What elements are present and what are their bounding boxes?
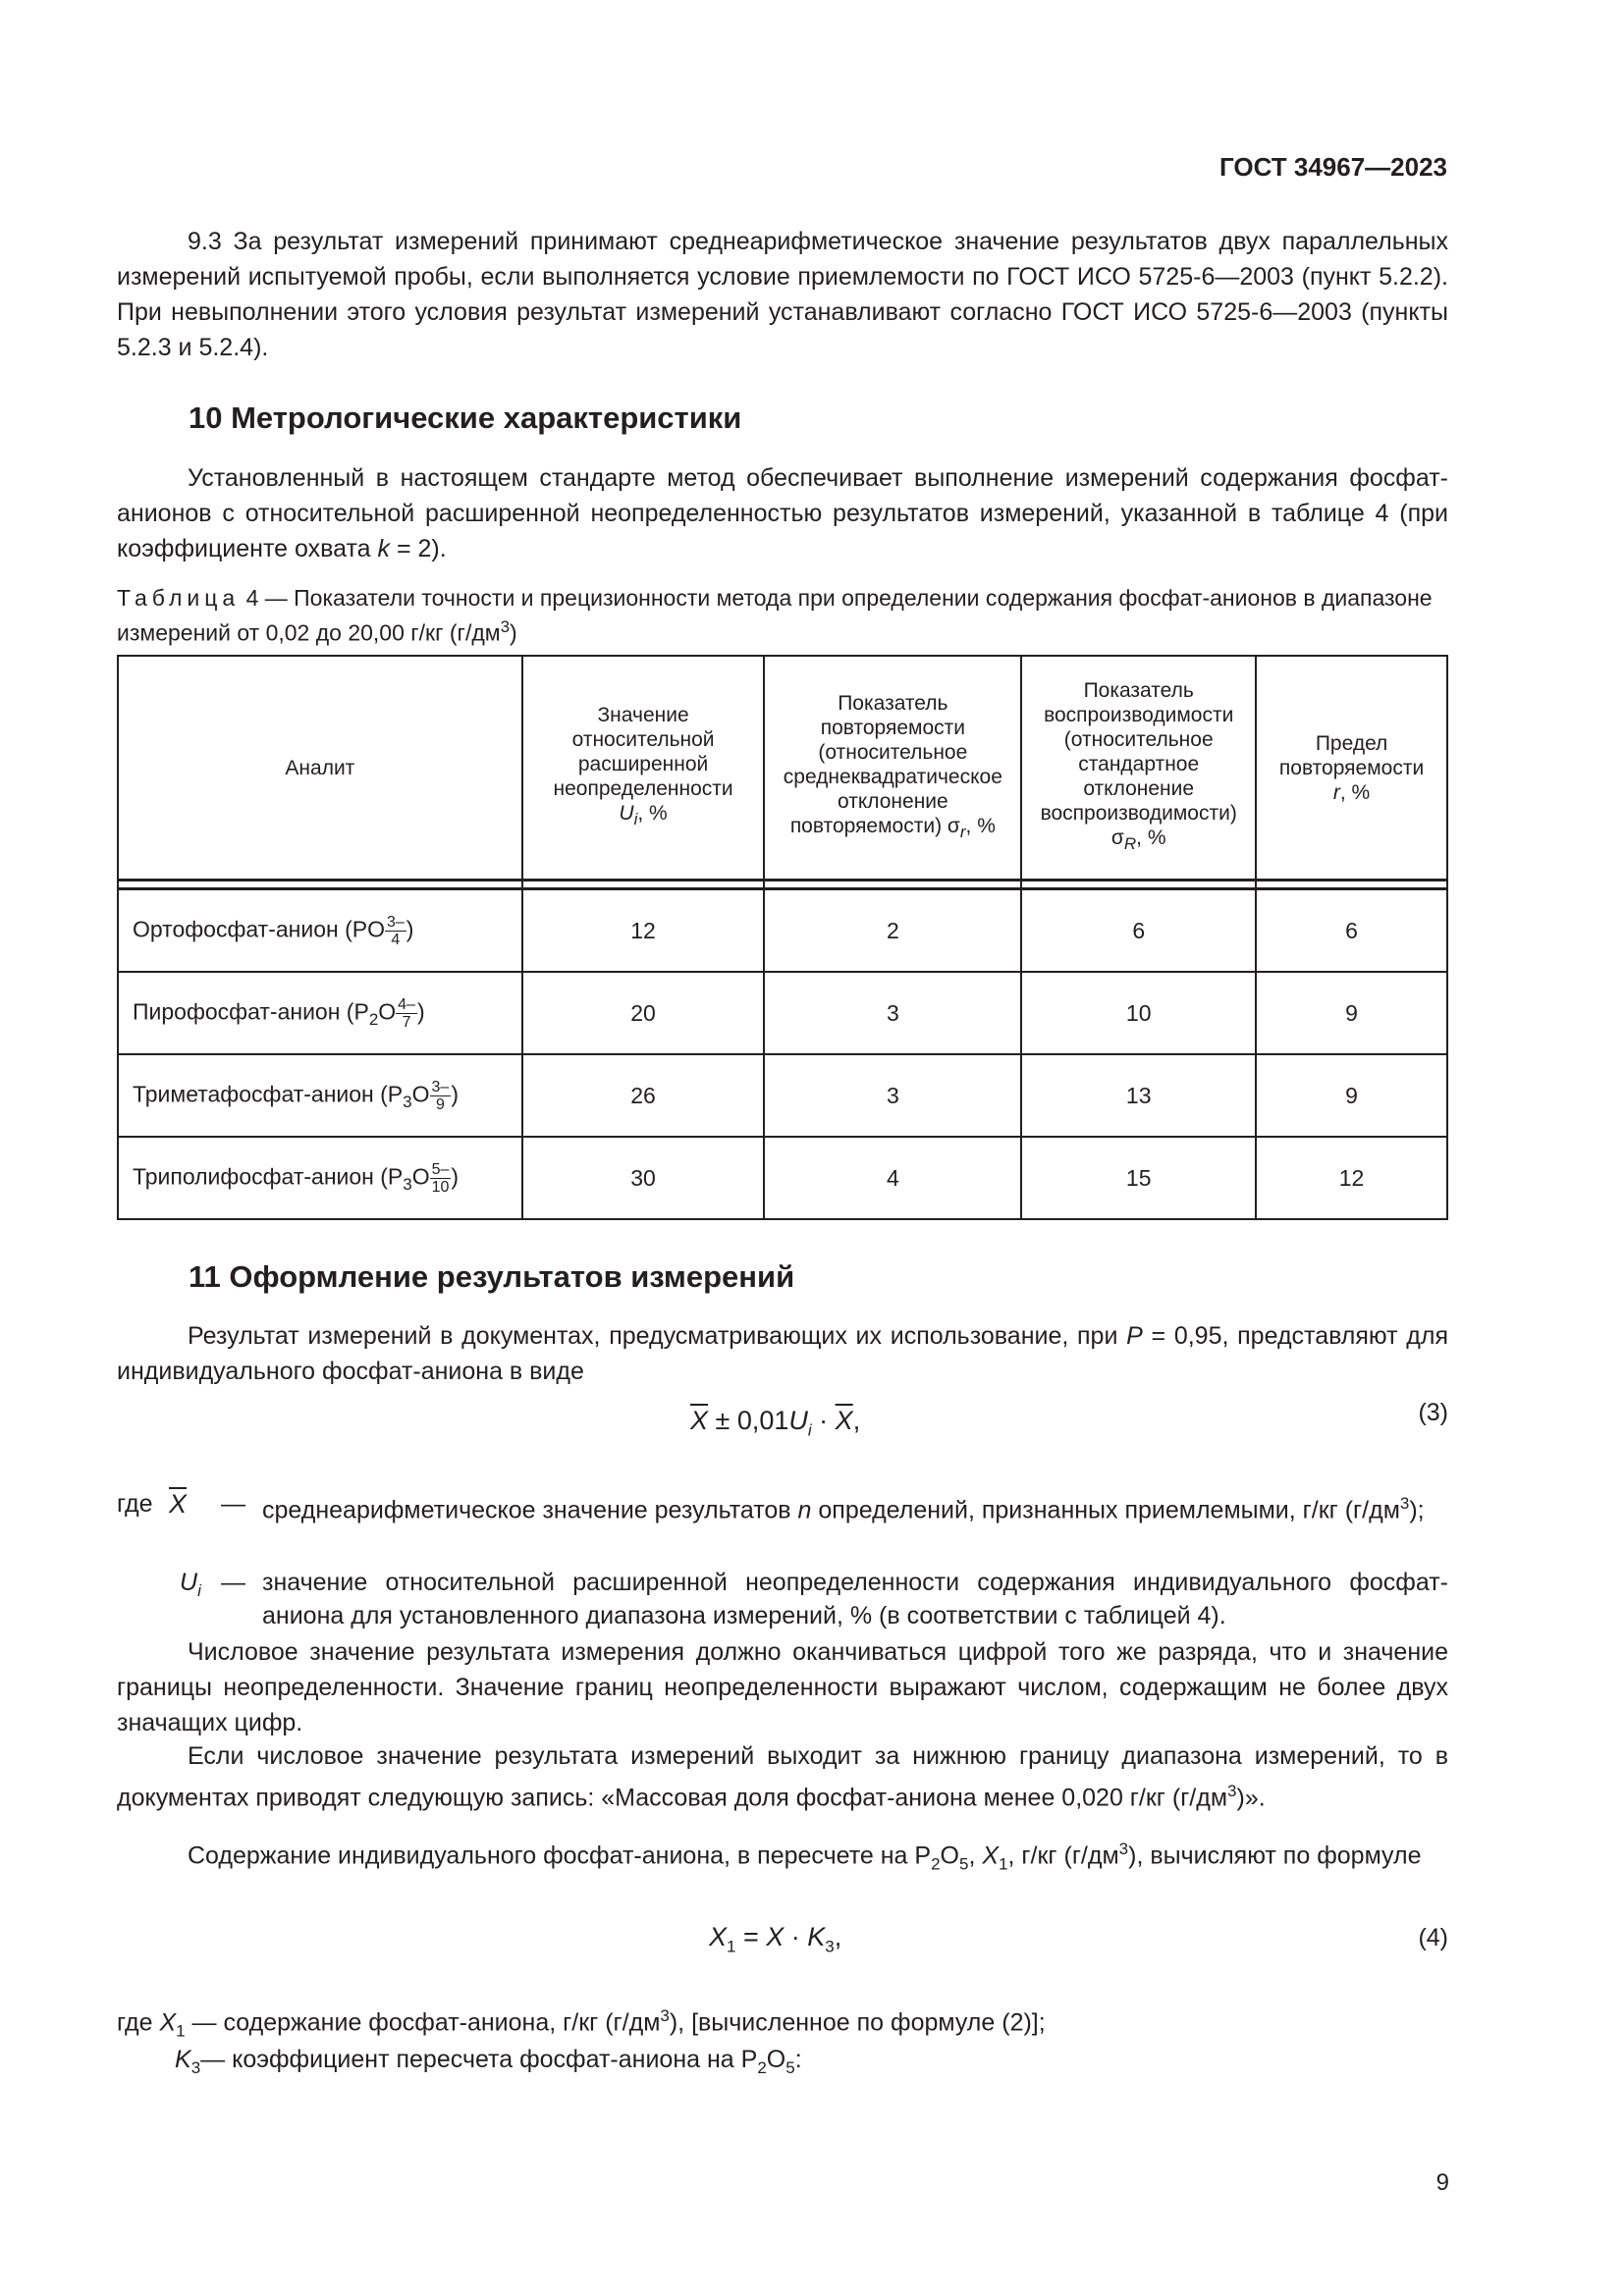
where-symbol-u: $U_i$ xyxy=(180,1569,201,1600)
section-10-paragraph: Установленный в настоящем стандарте метод обеспечивает выполнение измерений содержания фосфат-анионов с относительной расширенной неопределенностью результатов измерений, указанной в таблице 4 (при коэффициенте охвата k = 2). xyxy=(117,464,1448,562)
table-header-row xyxy=(118,656,1447,881)
table-row xyxy=(118,1054,1447,1137)
reproducibility-value: 6 xyxy=(1021,889,1256,973)
where-definition-k3: $K_3—$ коэффициент пересчета фосфат-аниона на $P_2O_5$: xyxy=(175,2046,802,2077)
section-11-title: 11 Оформление результатов измерений xyxy=(189,1259,795,1294)
reproducibility-value: 10 xyxy=(1021,972,1256,1054)
section-11-paragraph-1: Результат измерений в документах, предусматривающих их использование, при P = 0,95, представляют для индивидуального фосфат-аниона в виде xyxy=(117,1322,1449,1385)
repeatability-value: 3 xyxy=(764,1054,1021,1137)
header-repeatability: Показатель повторяемости (относительное среднеквадратическое отклонение повторяемости) $\sigma_r$, % xyxy=(764,656,1021,881)
limit-value: 9 xyxy=(1256,1054,1447,1137)
formula-4-number: (4) xyxy=(1418,1924,1448,1951)
analyte-name: Триметафосфат-анион ($P_3O$ $\frac{3-}{9}$ ) xyxy=(118,1054,522,1137)
uncertainty-value: 26 xyxy=(522,1054,765,1137)
header-analyte: Аналит xyxy=(118,656,522,881)
table-4-caption: Таблица 4 — Показатели точности и прецизионности метода при определении содержания фосфат-анионов в диапазоне измерений от 0,02 до 20,00 г/кг $(г/дм^3)$ xyxy=(117,585,1433,646)
section-11-paragraph-2: Числовое значение результата измерения должно оканчиваться цифрой того же разряда, что и значение границы неопределенности. Значение границ неопределенности выражают числом, содержащим не более двух значащих цифр. xyxy=(117,1638,1448,1736)
where-label: где xyxy=(117,1490,153,1518)
uncertainty-value: 30 xyxy=(522,1137,765,1219)
repeatability-value: 4 xyxy=(764,1137,1021,1219)
table-row xyxy=(118,972,1447,1054)
header-uncertainty: Значение относительной расширенной неопределенности $U_i$, % xyxy=(522,656,765,881)
section-11-paragraph-3: Если числовое значение результата измерений выходит за нижнюю границу диапазона измерений, то в документах приводят следующую запись: «Массовая доля фосфат-аниона менее 0,020 г/кг $(г/дм^3)$». xyxy=(117,1742,1448,1812)
limit-value: 9 xyxy=(1256,972,1447,1054)
reproducibility-value: 15 xyxy=(1021,1137,1256,1219)
where-dash: — xyxy=(221,1490,245,1518)
table-row xyxy=(118,1137,1447,1219)
repeatability-value: 2 xyxy=(764,889,1021,973)
document-id: ГОСТ 34967—2023 xyxy=(1219,152,1447,182)
reproducibility-value: 13 xyxy=(1021,1054,1256,1137)
where-dash: — xyxy=(221,1569,245,1596)
table-row xyxy=(118,889,1447,973)
analyte-name: Ортофосфат-анион (PO $\frac{3-}{4}$ ) xyxy=(118,889,522,973)
limit-value: 6 xyxy=(1256,889,1447,973)
header-repeatability-limit: Предел повторяемости r, % xyxy=(1256,656,1447,881)
paragraph-9-3: 9.3 За результат измерений принимают среднеарифметическое значение результатов двух параллельных измерений испытуемой пробы, если выполняется условие приемлемости по ГОСТ ИСО 5725-6—2003 (пункт 5.2.2). При невыполнении этого условия результат измерений устанавливают согласно ГОСТ ИСО 5725-6—2003 (пункты 5.2.3 и 5.2.4). xyxy=(117,228,1448,361)
formula-4: $X_1 = X \cdot K_3$, xyxy=(709,1922,842,1956)
where-definition-u: значение относительной расширенной неопределенности содержания индивидуального фосфат-аниона для установленного диапазона измерений, % (в соответствии с таблицей 4). xyxy=(262,1569,1448,1629)
uncertainty-value: 12 xyxy=(522,889,765,973)
where-symbol-x: $\overline{X}$ xyxy=(169,1489,188,1519)
header-reproducibility: Показатель воспроизводимости (относительное стандартное отклонение воспроизводимости) $\sigma_R$, % xyxy=(1021,656,1256,881)
limit-value: 12 xyxy=(1256,1137,1447,1219)
section-11-paragraph-4: Содержание индивидуального фосфат-аниона, в пересчете на $P_2O_5$, $X_1$, г/кг $(г/дм^3)$, вычисляют по формуле xyxy=(188,1840,1422,1874)
formula-3: $\overline{X} \pm 0,01U_i \cdot \overline{X}$, xyxy=(690,1406,861,1440)
section-10-title: 10 Метрологические характеристики xyxy=(189,400,742,435)
analyte-name: Триполифосфат-анион ($P_3O$ $\frac{5-}{10}$ ) xyxy=(118,1137,522,1219)
page-number: 9 xyxy=(1435,2169,1449,2196)
table-4 xyxy=(117,655,1448,1220)
where-definition-x: среднеарифметическое значение результатов n определений, признанных приемлемыми, г/кг $(г/дм^3)$; xyxy=(262,1494,1425,1524)
repeatability-value: 3 xyxy=(764,972,1021,1054)
where-definition-x1: где $X_1$ — содержание фосфат-аниона, г/кг $(г/дм^3)$, [вычисленное по формуле (2)]; xyxy=(117,2006,1046,2041)
uncertainty-value: 20 xyxy=(522,972,765,1054)
formula-3-number: (3) xyxy=(1418,1399,1448,1426)
analyte-name: Пирофосфат-анион ($P_2O$ $\frac{4-}{7}$ ) xyxy=(118,972,522,1054)
